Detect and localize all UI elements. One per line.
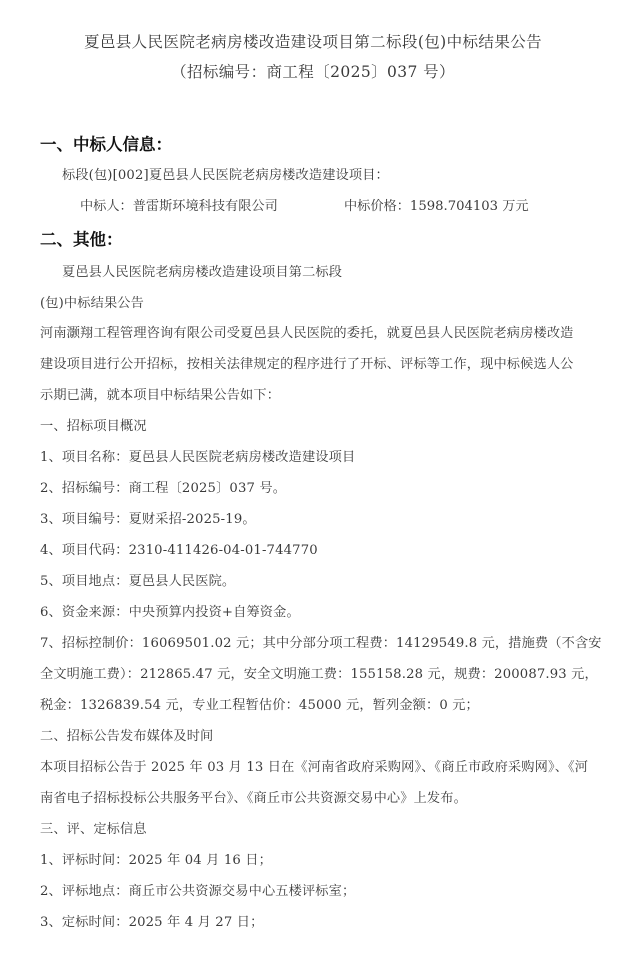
lot-line: 标段(包)[002]夏邑县人民医院老病房楼改造建设项目： [62,168,389,183]
list-item: 1、项目名称：夏邑县人民医院老病房楼改造建设项目 [40,450,356,465]
list-item: 7、招标控制价：16069501.02 元；其中分部分项工程费：14129549.8 元，措施费（不含安 [40,636,602,651]
list-item: 4、项目代码：2310-411426-04-01-744770 [40,543,318,558]
body-line: 建设项目进行公开招标，按相关法律规定的程序进行了开标、评标等工作，现中标候选人公 [40,357,574,372]
body-line: 税金：1326839.54 元，专业工程暂估价：45000 元，暂列金额：0 元； [40,698,479,713]
list-item: 3、定标时间：2025 年 4 月 27 日； [40,915,264,930]
subsection-heading: 二、招标公告发布媒体及时间 [40,729,214,744]
body-line: 本项目招标公告于 2025 年 03 月 13 日在《河南省政府采购网》、《商丘市政府采购网》、《河 [40,760,589,775]
body-line: 夏邑县人民医院老病房楼改造建设项目第二标段 [62,265,343,280]
body-line: 南省电子招标投标公共服务平台》、《商丘市公共资源交易中心》上发布。 [40,791,467,806]
list-item: 2、评标地点：商丘市公共资源交易中心五楼评标室； [40,884,356,899]
body-line: 全文明施工费）：212865.47 元，安全文明施工费：155158.28 元，规费：200087.93 元， [40,667,598,682]
list-item: 2、招标编号：商工程〔2025〕037 号。 [40,481,287,496]
body-line: (包)中标结果公告 [40,296,144,311]
body-line: 河南灏翔工程管理咨询有限公司受夏邑县人民医院的委托，就夏邑县人民医院老病房楼改造 [40,326,574,341]
document-title: 夏邑县人民医院老病房楼改造建设项目第二标段(包)中标结果公告 [83,33,543,51]
section-heading-winner-info: 一、中标人信息： [40,135,172,154]
subsection-heading: 三、评、定标信息 [40,822,147,837]
list-item: 6、资金来源：中央预算内投资+自筹资金。 [40,605,300,620]
section-heading-other: 二、其他： [40,230,123,249]
tender-number-subtitle: （招标编号：商工程〔2025〕037 号） [171,63,455,81]
subsection-heading: 一、招标项目概况 [40,419,147,434]
list-item: 5、项目地点：夏邑县人民医院。 [40,574,236,589]
list-item: 3、项目编号：夏财采招-2025-19。 [40,512,256,527]
winning-price: 中标价格：1598.704103 万元 [344,199,529,214]
list-item: 1、评标时间：2025 年 04 月 16 日； [40,853,272,868]
body-line: 示期已满，就本项目中标结果公告如下： [40,388,281,403]
winner-name: 中标人：普雷斯环境科技有限公司 [80,199,278,214]
